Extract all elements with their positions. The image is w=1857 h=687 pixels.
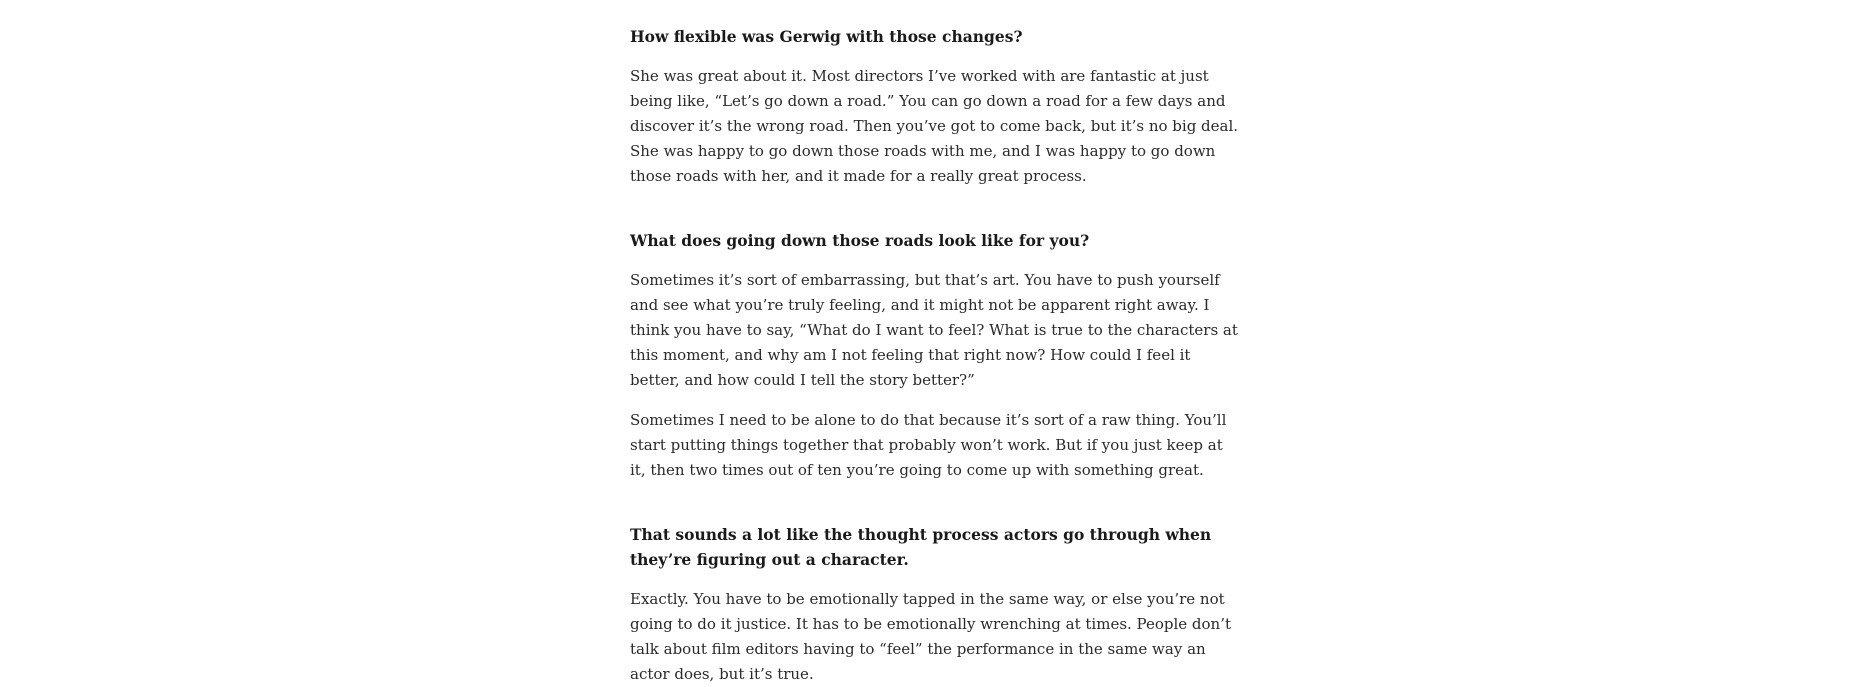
interview-answer: Sometimes I need to be alone to do that because it’s sort of a raw thing. You’ll start putting things together that probably won’t work. But if you just keep at it, then two times out of ten you’re going to come up with something great.	[630, 411, 1227, 479]
interview-question: That sounds a lot like the thought process actors go through when they’re figuring out a character.	[630, 525, 1212, 569]
interview-answer: She was great about it. Most directors I’ve worked with are fantastic at just being like, “Let’s go down a road.” You can go down a road for a few days and discover it’s the wrong road. Then you’ve got to come back, but it’s no big deal. She was happy to go down those roads with me, and I was happy to go down those roads with her, and it made for a really great process.	[630, 67, 1239, 185]
interview-question: How flexible was Gerwig with those changes?	[630, 27, 1023, 46]
interview-answer: Exactly. You have to be emotionally tapped in the same way, or else you’re not going to do it justice. It has to be emotionally wrenching at times. People don’t talk about film editors having to “feel” the performance in the same way an actor does, but it’s true.	[630, 590, 1232, 683]
interview-answer: Sometimes it’s sort of embarrassing, but that’s art. You have to push yourself and see what you’re truly feeling, and it might not be apparent right away. I think you have to say, “What do I want to feel? What is true to the characters at this moment, and why am I not feeling that right now? How could I feel it better, and how could I tell the story better?”	[630, 271, 1238, 389]
interview-question: What does going down those roads look like for you?	[630, 231, 1090, 250]
article-body	[630, 24, 1240, 687]
